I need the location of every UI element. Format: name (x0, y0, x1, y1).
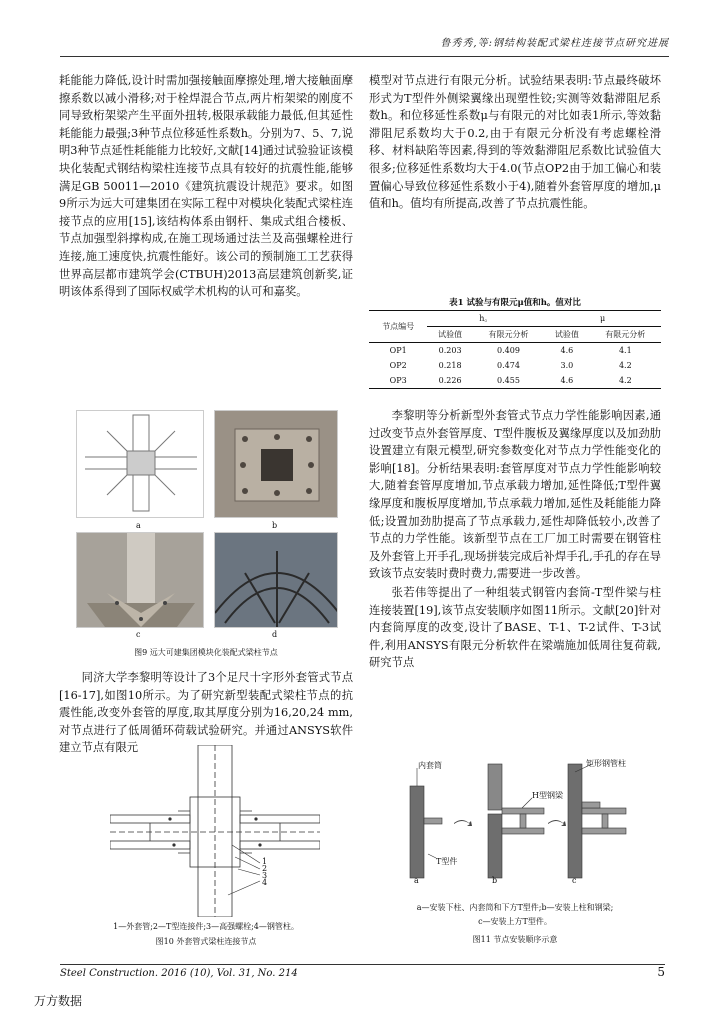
table-cell: 0.409 (497, 346, 520, 355)
right-column-top (369, 72, 661, 213)
table1-subheader: 试验值 (544, 327, 589, 343)
left-paragraph-2: 同济大学李黎明等设计了3个足尺十字形外套管式节点[16-17],如图10所示。为了研究新型装配式梁柱节点的抗震性能,改变外套管的厚度,取其厚度分别为16,20,24 mm,对节点进行了低周循环荷载试验研究。并通过ANSYS软件建立节点有限元 (59, 671, 353, 755)
fig9-caption: 图9 远大可建集团模块化装配式梁柱节点 (134, 648, 278, 657)
fig9-photo-d (214, 532, 338, 628)
fig10-drawing (110, 745, 320, 917)
figure-9 (76, 410, 346, 638)
fig11-sublabel-b: b (492, 876, 498, 885)
table1-subheader: 有限元分析 (590, 327, 661, 343)
fig11-drawing (392, 758, 644, 886)
table-row (369, 343, 661, 359)
fig10-callout-4: 4 (262, 878, 268, 887)
fig11-legend-2: c—安装上方T型件。 (478, 917, 552, 926)
table-row (369, 373, 661, 389)
right-paragraph-3: 张若伟等提出了一种组装式钢管内套筒-T型件梁与柱连接装置[19],该节点安装顺序如图11所示。文献[20]针对内套筒厚度的改变,设计了BASE、T-1、T-2试件、T-3试件,利用ANSYS有限元分析软件在梁端施加低周往复荷载,研究节点 (369, 585, 661, 670)
fig11-label-tpiece: T型件 (436, 857, 458, 866)
table1-subheader: 试验值 (427, 327, 472, 343)
figure-11 (392, 758, 644, 886)
fig9-photo-a (76, 410, 204, 518)
running-header (60, 34, 669, 57)
table-cell: 4.6 (544, 373, 589, 389)
table-cell: 4.2 (590, 373, 661, 389)
table-cell: 4.6 (560, 346, 574, 355)
fig9-label-c: c (136, 630, 141, 639)
table-cell: OP1 (389, 346, 407, 355)
fig9-label-d: d (272, 630, 278, 639)
fig10-callout-3: 3 (262, 871, 268, 880)
right-paragraph-1: 模型对节点进行有限元分析。试验结果表明:节点最终破坏形式为T型件外侧梁翼缘出现塑性铰;实测等效黏滞阻尼系数h。和位移延性系数μ与有限元的对比如表1所示,等效黏滞阻尼系数均大于0.2,由于有限元分析没有考虑螺栓滑移、材料缺陷等因素,得到的等效黏滞阻尼系数比试验值大很多;位移延性系数均大于4.0(节点OP2由于加工偏心和装置偏心导致位移延性系数小于4),随着外套管厚度的增加,μ值和h。值均有所提高,改善了节点抗震性能。 (369, 74, 661, 211)
fig11-sublabel-c: c (572, 876, 577, 885)
table1-group-h: h。 (427, 311, 544, 327)
fig11-sublabel-a: a (414, 876, 419, 885)
fig11-label-beam: H型钢梁 (532, 791, 563, 800)
fig9-structure-drawing (77, 411, 204, 518)
table1-grid (369, 310, 661, 389)
table-cell: 0.226 (427, 373, 472, 389)
fig11-label-inner: 内套筒 (418, 761, 442, 770)
fig9-label-a: a (136, 521, 141, 530)
table-1 (369, 310, 661, 389)
table1-subheader: 有限元分析 (473, 327, 544, 343)
table-cell: 0.218 (438, 361, 462, 370)
fig9-photo-b (214, 410, 338, 518)
fig11-caption: 图11 节点安装顺序示意 (472, 935, 558, 944)
fig10-caption: 图10 外套管式梁柱连接节点 (155, 937, 257, 946)
journal-citation: Steel Construction. 2016 (10), Vol. 31, No. 214 (60, 968, 298, 979)
table-cell: 0.455 (473, 373, 544, 389)
page-footer (60, 964, 665, 981)
table-cell: 0.474 (497, 361, 520, 370)
figure-10 (110, 745, 320, 917)
table-cell: 4.2 (618, 361, 632, 370)
left-column-bottom (59, 669, 353, 757)
watermark: 万方数据 (34, 994, 83, 1008)
fig10-callout-2: 2 (262, 864, 268, 873)
running-title: 鲁秀秀,等:钢结构装配式梁柱连接节点研究进展 (440, 38, 669, 49)
right-column-middle (369, 407, 661, 672)
fig9-label-b: b (272, 521, 278, 530)
fig10-legend: 1—外套管;2—T型连接件;3—高强螺栓;4—钢管柱。 (113, 922, 299, 931)
fig11-legend-1: a—安装下柱、内套筒和下方T型件;b—安装上柱和钢梁; (416, 903, 614, 912)
table-cell: 4.1 (618, 346, 632, 355)
fig10-callout-1: 1 (262, 857, 268, 866)
table1-col-node: 节点编号 (369, 311, 427, 343)
page-number: 5 (657, 965, 665, 979)
table1-title: 表1 试验与有限元μ值和h。值对比 (449, 298, 581, 308)
fig9-photo-c (76, 532, 204, 628)
right-paragraph-2: 李黎明等分析新型外套管式节点力学性能影响因素,通过改变节点外套管厚度、T型件腹板及翼缘厚度以及加劲肋设置建立有限元模型,研究参数变化对节点力学性能变化的影响[18]。分析结果表明:套管厚度对节点力学性能影响较大,随着套管厚度增加,节点承载力增加,延性降低;T型件翼缘厚度和腹板厚度增加,节点承载力增加,延性及耗能能力降低;设置加劲肋提高了节点承载力,延性却降低较小,改善了节点的力学性能。该新型节点在工厂加工时需要在钢管柱及外套管上开手孔,现场拼装完成后补焊手孔,手孔的存在导致该节点安装时费时费力,需要进一步改善。 (369, 409, 661, 581)
left-column-top (59, 72, 353, 301)
table-cell: 3.0 (560, 361, 574, 370)
fig11-label-column: 矩形钢管柱 (586, 759, 626, 768)
table1-group-mu: μ (544, 311, 661, 327)
table-row (369, 358, 661, 373)
table-cell: 0.203 (438, 346, 462, 355)
table-cell: OP3 (369, 373, 427, 389)
table-cell: OP2 (389, 361, 407, 370)
left-paragraph-1: 耗能能力降低,设计时需加强接触面摩擦处理,增大接触面摩擦系数以减小滑移;对于栓焊混合节点,两片桁架梁的刚度不同导致桁架梁产生平面外扭转,极限承载能力最低,但其延性耗能能力最强;3种节点位移延性系数h。分别为7、5、7,说明3种节点延性耗能能力比较好,文献[14]通过试验验证该模块化装配式钢结构梁柱连接节点具有较好的抗震性能,能够满足GB 50011—2010《建筑抗震设计规范》要求。如图9所示为远大可建集团在实际工程中对模块化装配式梁柱连接节点的应用[15],该结构体系由钢杆、集成式组合楼板、节点加强型斜撑构成,在施工现场通过法兰及高强螺栓进行连接,施工速度快,抗震性能好。该公司的预制施工工艺获得世界高层都市建筑学会(CTBUH)2013高层建筑创新奖,证明该体系得到了国际权威学术机构的认可和嘉奖。 (59, 74, 353, 299)
